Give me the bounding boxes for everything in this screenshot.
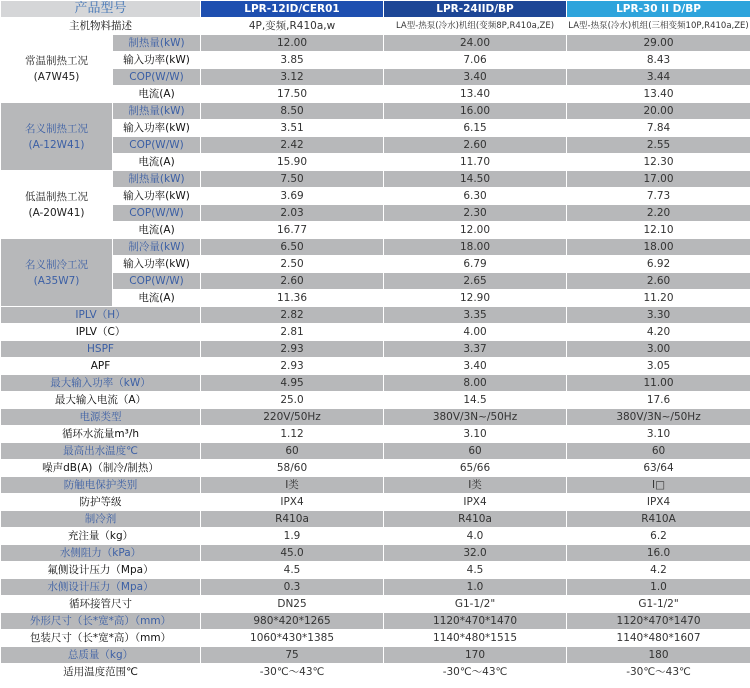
cell-value: I类: [384, 477, 567, 494]
row-label: 最大输入电流（A）: [1, 392, 201, 409]
row-label: IPLV（H）: [1, 307, 201, 324]
spec-row: [1, 324, 750, 341]
cell-value: 12.90: [384, 290, 567, 307]
cell-value: 380V/3N~/50Hz: [567, 409, 750, 426]
spec-row: [1, 341, 750, 358]
cell-value: 1060*430*1385: [201, 630, 384, 647]
cell-value: 16.00: [384, 103, 567, 120]
cell-value: 220V/50Hz: [201, 409, 384, 426]
row-label: 电流(A): [113, 154, 201, 171]
cell-value: 25.0: [201, 392, 384, 409]
cell-value: 3.10: [384, 426, 567, 443]
cell-value: 3.10: [567, 426, 750, 443]
cell-value: 1120*470*1470: [384, 613, 567, 630]
cell-value: 60: [384, 443, 567, 460]
cell-value: 980*420*1265: [201, 613, 384, 630]
cell-value: 17.6: [567, 392, 750, 409]
row-label: IPLV（C）: [1, 324, 201, 341]
cell-value: IPX4: [201, 494, 384, 511]
cell-value: 1.9: [201, 528, 384, 545]
cell-value: 12.10: [567, 222, 750, 239]
cell-value: 6.30: [384, 188, 567, 205]
cell-value: 29.00: [567, 35, 750, 52]
cell-value: -30℃～43℃: [567, 664, 750, 681]
spec-row: [1, 664, 750, 681]
cell-value: 3.35: [384, 307, 567, 324]
cell-value: 17.50: [201, 86, 384, 103]
cell-value: 4.5: [384, 562, 567, 579]
cell-value: 17.00: [567, 171, 750, 188]
cell-value: 7.50: [201, 171, 384, 188]
spec-row: [1, 528, 750, 545]
row-label: COP(W/W): [113, 205, 201, 222]
row-label: 制冷剂: [1, 511, 201, 528]
row-label: 制热量(kW): [113, 171, 201, 188]
spec-row: [1, 239, 750, 256]
cell-value: 65/66: [384, 460, 567, 477]
cell-value: 170: [384, 647, 567, 664]
cell-value: 1.12: [201, 426, 384, 443]
spec-row: [1, 392, 750, 409]
cell-value: 20.00: [567, 103, 750, 120]
row-label: APF: [1, 358, 201, 375]
cell-value: 3.85: [201, 52, 384, 69]
cell-value: 2.60: [201, 273, 384, 290]
cell-value: 2.65: [384, 273, 567, 290]
spec-row: [1, 647, 750, 664]
header-product-model: 产品型号: [1, 1, 201, 18]
row-label: 总质量（kg）: [1, 647, 201, 664]
row-label: 充注量（kg）: [1, 528, 201, 545]
cell-value: 1140*480*1607: [567, 630, 750, 647]
cell-value: 6.2: [567, 528, 750, 545]
row-label: 电流(A): [113, 222, 201, 239]
spec-row: [1, 443, 750, 460]
header-model-3: LPR-30 II D/BP: [567, 1, 750, 18]
spec-row: [1, 375, 750, 392]
cell-value: LA型-热泵(冷水)机组(三相变频10P,R410a,ZE): [567, 18, 750, 35]
row-label: 循环水流量m³/h: [1, 426, 201, 443]
spec-row: [1, 103, 750, 120]
cell-value: 2.03: [201, 205, 384, 222]
cell-value: 13.40: [567, 86, 750, 103]
cell-value: DN25: [201, 596, 384, 613]
cell-value: 4P,变频,R410a,w: [201, 18, 384, 35]
row-label: 电流(A): [113, 290, 201, 307]
cell-value: 8.50: [201, 103, 384, 120]
spec-row: [1, 205, 750, 222]
cell-value: 6.15: [384, 120, 567, 137]
row-label: COP(W/W): [113, 69, 201, 86]
cell-value: 4.2: [567, 562, 750, 579]
cell-value: 3.05: [567, 358, 750, 375]
cell-value: I□: [567, 477, 750, 494]
row-label: 输入功率(kW): [113, 120, 201, 137]
cell-value: 1140*480*1515: [384, 630, 567, 647]
cell-value: 12.00: [384, 222, 567, 239]
cell-value: 18.00: [567, 239, 750, 256]
cell-value: 1120*470*1470: [567, 613, 750, 630]
cell-value: R410a: [384, 511, 567, 528]
row-label: 输入功率(kW): [113, 256, 201, 273]
row-label: 制热量(kW): [113, 103, 201, 120]
spec-row: [1, 35, 750, 52]
cell-value: LA型-热泵(冷水)机组(变频8P,R410a,ZE): [384, 18, 567, 35]
cell-value: 4.5: [201, 562, 384, 579]
spec-row: [1, 630, 750, 647]
cell-value: 2.81: [201, 324, 384, 341]
cell-value: 380V/3N~/50Hz: [384, 409, 567, 426]
cell-value: -30℃～43℃: [384, 664, 567, 681]
spec-row: [1, 494, 750, 511]
row-label: 氟侧设计压力（Mpa）: [1, 562, 201, 579]
cell-value: 1.0: [567, 579, 750, 596]
row-label: 最高出水温度℃: [1, 443, 201, 460]
cell-value: 58/60: [201, 460, 384, 477]
cell-value: 0.3: [201, 579, 384, 596]
cell-value: 60: [201, 443, 384, 460]
row-label: 外形尺寸（长*宽*高）（mm）: [1, 613, 201, 630]
row-label: 最大输入功率（kW）: [1, 375, 201, 392]
row-label: 防护等级: [1, 494, 201, 511]
cell-value: 6.92: [567, 256, 750, 273]
row-label: 循环接管尺寸: [1, 596, 201, 613]
cell-value: 11.36: [201, 290, 384, 307]
header-row: [1, 1, 750, 18]
spec-row: [1, 86, 750, 103]
cell-value: 7.06: [384, 52, 567, 69]
cell-value: 6.50: [201, 239, 384, 256]
spec-row: [1, 511, 750, 528]
cell-value: 4.00: [384, 324, 567, 341]
cell-value: 3.69: [201, 188, 384, 205]
row-label: 电流(A): [113, 86, 201, 103]
cell-value: 8.00: [384, 375, 567, 392]
cell-value: 6.79: [384, 256, 567, 273]
spec-row: [1, 579, 750, 596]
cell-value: 2.93: [201, 358, 384, 375]
cell-value: 180: [567, 647, 750, 664]
cell-value: R410A: [567, 511, 750, 528]
cell-value: 4.20: [567, 324, 750, 341]
cell-value: 3.30: [567, 307, 750, 324]
row-label: 主机物料描述: [1, 18, 201, 35]
cell-value: 3.40: [384, 358, 567, 375]
cell-value: 3.40: [384, 69, 567, 86]
spec-row: [1, 596, 750, 613]
cell-value: I类: [201, 477, 384, 494]
row-label: 噪声dB(A)（制冷/制热）: [1, 460, 201, 477]
spec-row: [1, 256, 750, 273]
row-label: 水侧设计压力（Mpa）: [1, 579, 201, 596]
cell-value: 45.0: [201, 545, 384, 562]
spec-row: [1, 545, 750, 562]
spec-row: [1, 18, 750, 35]
cell-value: G1-1/2": [567, 596, 750, 613]
cell-value: 63/64: [567, 460, 750, 477]
row-label: HSPF: [1, 341, 201, 358]
cell-value: 75: [201, 647, 384, 664]
row-label: 水侧阻力（kPa）: [1, 545, 201, 562]
cell-value: 15.90: [201, 154, 384, 171]
cell-value: 2.50: [201, 256, 384, 273]
group-label: 低温制热工况 (A-20W41): [1, 171, 113, 239]
cell-value: 60: [567, 443, 750, 460]
row-label: COP(W/W): [113, 137, 201, 154]
spec-row: [1, 409, 750, 426]
spec-row: [1, 120, 750, 137]
cell-value: 3.37: [384, 341, 567, 358]
cell-value: 4.95: [201, 375, 384, 392]
spec-row: [1, 307, 750, 324]
spec-row: [1, 222, 750, 239]
header-model-2: LPR-24IID/BP: [384, 1, 567, 18]
cell-value: 1.0: [384, 579, 567, 596]
cell-value: 2.60: [567, 273, 750, 290]
spec-row: [1, 613, 750, 630]
cell-value: 16.0: [567, 545, 750, 562]
cell-value: 2.30: [384, 205, 567, 222]
cell-value: 2.42: [201, 137, 384, 154]
cell-value: 3.00: [567, 341, 750, 358]
row-label: 制热量(kW): [113, 35, 201, 52]
spec-row: [1, 69, 750, 86]
cell-value: 7.73: [567, 188, 750, 205]
cell-value: 2.60: [384, 137, 567, 154]
cell-value: 16.77: [201, 222, 384, 239]
cell-value: 12.30: [567, 154, 750, 171]
cell-value: 24.00: [384, 35, 567, 52]
cell-value: G1-1/2": [384, 596, 567, 613]
row-label: 防触电保护类别: [1, 477, 201, 494]
spec-row: [1, 562, 750, 579]
header-model-1: LPR-12ID/CER01: [201, 1, 384, 18]
cell-value: 12.00: [201, 35, 384, 52]
cell-value: 4.0: [384, 528, 567, 545]
spec-row: [1, 477, 750, 494]
cell-value: IPX4: [567, 494, 750, 511]
spec-row: [1, 460, 750, 477]
row-label: 输入功率(kW): [113, 52, 201, 69]
row-label: 适用温度范围℃: [1, 664, 201, 681]
cell-value: 7.84: [567, 120, 750, 137]
cell-value: 14.5: [384, 392, 567, 409]
spec-row: [1, 290, 750, 307]
cell-value: 3.51: [201, 120, 384, 137]
cell-value: IPX4: [384, 494, 567, 511]
cell-value: 3.44: [567, 69, 750, 86]
cell-value: 13.40: [384, 86, 567, 103]
cell-value: 2.93: [201, 341, 384, 358]
cell-value: 2.55: [567, 137, 750, 154]
spec-row: [1, 273, 750, 290]
cell-value: 3.12: [201, 69, 384, 86]
spec-row: [1, 188, 750, 205]
spec-body: [1, 18, 750, 681]
cell-value: R410a: [201, 511, 384, 528]
spec-row: [1, 137, 750, 154]
cell-value: 8.43: [567, 52, 750, 69]
row-label: COP(W/W): [113, 273, 201, 290]
row-label: 包装尺寸（长*宽*高）（mm）: [1, 630, 201, 647]
group-label: 名义制冷工况 (A35W7): [1, 239, 113, 307]
cell-value: 2.20: [567, 205, 750, 222]
cell-value: 32.0: [384, 545, 567, 562]
row-label: 制冷量(kW): [113, 239, 201, 256]
row-label: 输入功率(kW): [113, 188, 201, 205]
cell-value: 11.20: [567, 290, 750, 307]
cell-value: 18.00: [384, 239, 567, 256]
cell-value: 14.50: [384, 171, 567, 188]
group-label: 常温制热工况 (A7W45): [1, 35, 113, 103]
row-label: 电源类型: [1, 409, 201, 426]
spec-row: [1, 171, 750, 188]
spec-row: [1, 52, 750, 69]
spec-row: [1, 358, 750, 375]
spec-row: [1, 426, 750, 443]
cell-value: 11.00: [567, 375, 750, 392]
group-label: 名义制热工况 (A-12W41): [1, 103, 113, 171]
spec-row: [1, 154, 750, 171]
cell-value: -30℃～43℃: [201, 664, 384, 681]
cell-value: 11.70: [384, 154, 567, 171]
cell-value: 2.82: [201, 307, 384, 324]
